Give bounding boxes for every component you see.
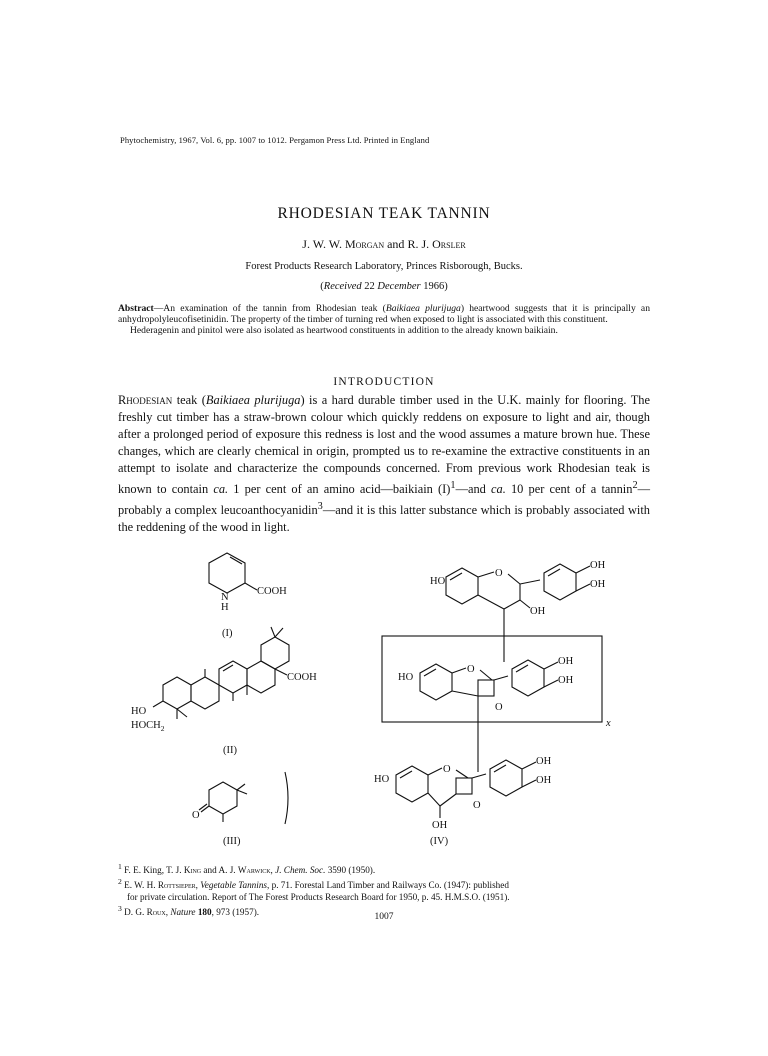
structure-iv-top-o: O — [495, 568, 503, 579]
paper-title: RHODESIAN TEAK TANNIN — [277, 205, 491, 222]
intro-text-2: ) is a hard durable timber used in the U.K. mainly for flooring. The freshly cut timber has a straw-brown colour which quickly reddens on exposure to light and air, though after a prolonged period of exposure this redness is lost and the wood assumes a mature brown hue. These changes, which are clearly chemical in origin, prompted us to re-examine the extractive constituents in an attempt to isolate and characterize the compounds concerned. From previous work Rhodesian teak is known to contain — [118, 393, 650, 497]
abstract-text-b: ) heartwood suggests that it is principally an anhydropolyleucofisetinidin. The property of the timber of turning red when exposed to light is associated with this constituent. — [118, 303, 650, 326]
structure-iv-bot-c4 — [440, 794, 456, 806]
structure-iv-bot-oh-a: OH — [536, 756, 552, 767]
structure-i-ring — [209, 553, 245, 593]
structure-ii-ring-e — [261, 637, 289, 669]
structure-ii — [125, 615, 345, 757]
structure-iv-mid-oh-a: OH — [558, 656, 574, 667]
received-year: 1966) — [420, 281, 448, 292]
structure-iv-mid-o-b: O — [495, 702, 503, 713]
author-line — [0, 237, 768, 252]
structure-i-h-label: H — [221, 602, 229, 613]
intro-ref-3: 3 — [317, 501, 323, 513]
structure-iv-bot-cyclic-ether — [456, 778, 472, 794]
introduction-body — [118, 392, 650, 536]
footnote-1 — [118, 861, 658, 876]
structure-iv-caption: (IV) — [430, 836, 449, 847]
structure-iv-mid-oh-bond-2 — [544, 680, 558, 687]
footnote-2-rest: , p. 71. Forestal Land Timber and Railways Co. (1947): published — [267, 880, 509, 891]
structure-ii-methyl-1 — [271, 627, 275, 637]
structure-iv-top-oh-bond-2 — [576, 584, 590, 591]
footnote-1-journal: J. Chem. Soc. — [275, 865, 326, 876]
footnote-2 — [118, 876, 658, 891]
structure-iv-mid-oh-bond-1 — [544, 662, 558, 669]
footnote-3-number: 3 — [118, 903, 122, 913]
introduction-paragraph — [118, 392, 650, 536]
footnote-1-author-b: King — [183, 865, 202, 876]
structure-iv-bot-ho: HO — [374, 774, 390, 785]
author-2-surname: Orsler — [432, 237, 466, 251]
structure-ii-hoch-text: HOCH — [131, 720, 161, 731]
footnotes — [118, 861, 658, 918]
structure-iv-bot-oh-c: OH — [432, 820, 448, 831]
structure-iii-caption: (III) — [223, 836, 241, 847]
intro-ref-1: 1 — [450, 480, 456, 491]
structure-iv-drawing — [374, 552, 658, 850]
introduction-heading: INTRODUCTION — [333, 376, 435, 388]
intro-species: Baikiaea plurijuga — [205, 393, 301, 407]
received-open: ( — [320, 281, 324, 292]
structure-iv-mid-ho: HO — [398, 672, 414, 683]
structure-ii-caption: (II) — [223, 745, 237, 756]
footnote-3-rest: , 973 (1957). — [211, 906, 260, 917]
author-1-initials: J. W. W. — [302, 237, 345, 251]
footnote-3-author: Roux — [146, 906, 166, 917]
structure-iii-methyl-1 — [237, 784, 245, 790]
footnote-1-author-c: Warwick — [237, 865, 271, 876]
structure-iv-top-oh-b: OH — [590, 579, 606, 590]
structure-iv-bot-oh-bond-1 — [522, 762, 536, 769]
footnote-1-rest: 3590 (1950). — [325, 865, 376, 876]
structure-iv-mid-bridge — [494, 676, 508, 680]
abstract — [118, 303, 650, 337]
structure-iv-top-c4-ar — [478, 595, 504, 609]
structure-iv-top-c4 — [504, 600, 520, 609]
footnote-1-text-c: , — [270, 865, 276, 876]
structure-ii-hoch2-label — [131, 720, 165, 733]
abstract-paragraph-1 — [118, 303, 650, 325]
footnote-2-sep: , — [195, 880, 201, 891]
structure-iv-bot-o-bond-2 — [456, 770, 468, 778]
structure-iii — [185, 768, 315, 848]
structure-iv-top-o-bond-1 — [478, 572, 494, 577]
journal-citation-line: Phytochemistry, 1967, Vol. 6, pp. 1007 to 1012. Pergamon Press Ltd. Printed in England — [120, 135, 430, 145]
structure-ii-ring-b — [191, 677, 219, 709]
footnote-2-initials: E. W. H. — [124, 880, 158, 891]
structure-iv-top-o-bond-2 — [508, 574, 520, 584]
structure-iv-mid-o-bond-1 — [452, 668, 466, 673]
structure-ii-ho-label: HO — [131, 706, 147, 717]
intro-ca-2: ca. — [491, 482, 506, 497]
structure-ii-ring-a — [163, 677, 191, 709]
structure-iv — [374, 552, 658, 850]
author-1-surname: Morgan — [344, 237, 385, 251]
intro-text-6: —probably a complex leucoanthocyanidin — [118, 482, 650, 518]
intro-text-5: 10 per cent of a tannin — [505, 482, 633, 497]
structure-iii-ring — [209, 782, 237, 814]
structure-ii-methyl-6 — [177, 709, 187, 717]
footnote-3-initials: D. G. — [124, 906, 147, 917]
structure-iii-o-label: O — [192, 810, 200, 821]
structure-ii-cooh-bond — [275, 669, 287, 675]
author-2-initials: R. J. — [407, 237, 433, 251]
structure-iv-bot-o-bond-1 — [428, 768, 442, 775]
structure-iv-bot-c4-ar — [428, 793, 440, 806]
structure-iv-top-bridge — [520, 580, 540, 584]
intro-text-4: —and — [455, 482, 492, 497]
footnote-3-volume: 180 — [195, 906, 212, 917]
page-number: 1007 — [374, 912, 394, 922]
footnote-3-sep: , — [165, 906, 171, 917]
footnote-3-journal: Nature — [170, 906, 196, 917]
structure-iii-carbonyl — [201, 806, 209, 812]
footnote-1-number: 1 — [118, 862, 122, 871]
structure-iii-carbonyl-2 — [199, 804, 207, 810]
structure-iv-bot-bridge — [472, 774, 486, 778]
structure-iv-bot-oh-b: OH — [536, 775, 552, 786]
footnote-2-author: Rottsieper — [157, 880, 196, 891]
footnote-2-title: Vegetable Tannins — [200, 880, 267, 891]
structure-iv-bot-o-b: O — [473, 800, 481, 811]
structure-ii-drawing — [125, 615, 345, 757]
structure-iv-mid-o-a: O — [467, 664, 475, 675]
footnote-1-author-a: F. E. King — [124, 865, 162, 876]
abstract-label: Abstract — [118, 303, 154, 314]
structure-iv-top-oh-bond-1 — [576, 566, 590, 573]
received-date — [0, 281, 768, 292]
received-label: Received — [323, 281, 362, 292]
abstract-text-a: —An examination of the tannin from Rhodesian teak ( — [153, 303, 386, 314]
structure-i-cooh-label: COOH — [257, 586, 287, 597]
structure-i-n-label: N — [221, 592, 229, 603]
structure-iv-mid-cyclic-ether — [478, 680, 494, 696]
structure-iv-mid-o-bond-2 — [480, 670, 492, 680]
structure-iii-drawing — [185, 768, 315, 848]
structure-iii-bracket — [285, 772, 288, 824]
structure-iv-top-oh-bond-3 — [520, 600, 530, 608]
structure-iv-repeat-x: x — [606, 718, 611, 729]
received-month: December — [377, 281, 421, 292]
intro-text-1: teak ( — [172, 393, 206, 407]
author-and: and — [384, 237, 408, 251]
structure-ii-ring-d — [247, 661, 275, 693]
structure-i-caption: (I) — [222, 628, 233, 639]
affiliation: Forest Products Research Laboratory, Princes Risborough, Bucks. — [245, 261, 523, 272]
intro-lead-word: Rhodesian — [118, 393, 173, 407]
structure-iii-methyl-2 — [237, 790, 247, 794]
structure-ii-ho-bond — [153, 701, 163, 707]
structure-ii-subscript: 2 — [160, 724, 165, 733]
structure-iv-top-ho: HO — [430, 576, 446, 587]
footnote-1-text-a: , T. J. — [161, 865, 184, 876]
abstract-species: Baikiaea plurijuga — [385, 303, 461, 314]
structure-ii-methyl-2 — [275, 628, 283, 637]
intro-ca-1: ca. — [213, 482, 229, 497]
intro-ref-2: 2 — [632, 480, 638, 491]
intro-text-3: 1 per cent of an amino acid—baikiain (I) — [228, 482, 451, 497]
structure-iv-bot-oh-bond-2 — [522, 780, 536, 787]
structure-i-cooh-bond — [245, 583, 257, 590]
footnote-2-continuation: for private circulation. Report of The Forest Products Research Board for 1950, p. 45. H.M.S.O. (1951). — [127, 891, 510, 902]
structure-iv-bot-o-a: O — [443, 764, 451, 775]
structure-iv-top-oh-c: OH — [530, 606, 546, 617]
structure-ii-cooh-label: COOH — [287, 672, 317, 683]
abstract-paragraph-2: Hederagenin and pinitol were also isolated as heartwood constituents in addition to the already known baikiain. — [130, 325, 558, 337]
structure-iv-mid-oh-b: OH — [558, 675, 574, 686]
footnote-1-text-b: and A. J. — [201, 865, 238, 876]
received-day: 22 — [361, 281, 378, 292]
structure-iv-mid-c4-ar — [452, 691, 478, 696]
intro-text-7: —and it is this latter substance which is probably associated with the reddening of the wood in light. — [118, 503, 650, 535]
structure-iv-top-oh-a: OH — [590, 560, 606, 571]
structure-ii-ring-c — [219, 661, 247, 693]
footnote-2-number: 2 — [118, 877, 122, 887]
